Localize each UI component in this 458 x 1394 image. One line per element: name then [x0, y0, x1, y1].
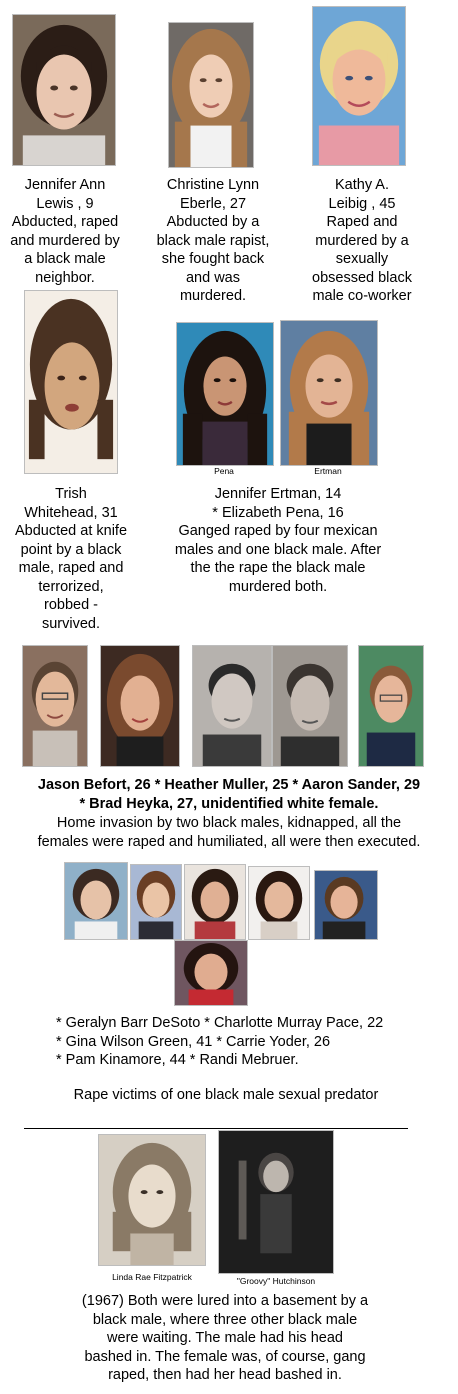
- photo-jennifer-lewis: [12, 14, 116, 166]
- caption-victim-names: * Geralyn Barr DeSoto * Charlotte Murray Pace, 22 * Gina Wilson Green, 41 * Carrie Yoder, 26 * Pam Kinamore, 44 * Randi Mebruer.: [56, 1015, 384, 1068]
- photo-geralyn-desoto: [64, 862, 128, 940]
- portrait-image: [273, 646, 347, 766]
- caption-predator-victims: Rape victims of one black male sexual predator: [73, 1087, 379, 1103]
- portrait-image: [193, 646, 271, 766]
- portrait-image: [185, 865, 245, 939]
- caption-1967-basement: (1967) Both were lured into a basement by a black male, where three other black male were waiting. The male had his head bashed in. The female was, of course, gang raped, then had her head bashed in.: [81, 1293, 369, 1383]
- caption-christine-eberle: Christine Lynn Eberle, 27 Abducted by a black male rapist, she fought back and was murdered.: [156, 177, 270, 304]
- photo-pam-kinamore: [314, 870, 378, 940]
- photo-kathy-leibig: [312, 6, 406, 166]
- portrait-image: [249, 867, 309, 939]
- caption-trish-whitehead: Trish Whitehead, 31 Abducted at knife point by a black male, raped and terrorized, robbed - survived.: [14, 486, 128, 632]
- photo-trish-whitehead: [24, 290, 118, 474]
- photo-brad-heyka: [272, 645, 348, 767]
- photo-heather-muller: [100, 645, 180, 767]
- photo-groovy-hutchinson: [218, 1130, 334, 1274]
- photo-randi-mebruer: [174, 940, 248, 1006]
- photo-jennifer-ertman: [280, 320, 378, 466]
- portrait-image: [315, 871, 377, 939]
- photo-elizabeth-pena: [176, 322, 274, 466]
- photo-gina-green: [184, 864, 246, 940]
- caption-home-invasion: Home invasion by two black males, kidnapped, all the females were raped and humiliated, all were then executed.: [37, 815, 421, 850]
- label-pena: Pena: [214, 466, 234, 476]
- divider-line: [24, 1128, 408, 1129]
- caption-jennifer-lewis: Jennifer Ann Lewis , 9 Abducted, raped and murdered by a black male neighbor.: [10, 177, 120, 286]
- portrait-image: [281, 321, 377, 465]
- portrait-image: [177, 323, 273, 465]
- portrait-image: [219, 1131, 333, 1273]
- portrait-image: [13, 15, 115, 165]
- label-linda-fitzpatrick: Linda Rae Fitzpatrick: [112, 1272, 192, 1282]
- photo-charlotte-pace: [130, 864, 182, 940]
- caption-kathy-leibig: Kathy A. Leibig , 45 Raped and murdered by a sexually obsessed black male co-worker: [312, 177, 412, 304]
- photo-aaron-sander: [192, 645, 272, 767]
- portrait-image: [99, 1135, 205, 1265]
- photo-christine-eberle: [168, 22, 254, 168]
- portrait-image: [25, 291, 117, 473]
- portrait-image: [175, 941, 247, 1005]
- portrait-image: [169, 23, 253, 167]
- portrait-image: [313, 7, 405, 165]
- photo-jason-befort: [22, 645, 88, 767]
- portrait-image: [131, 865, 181, 939]
- portrait-image: [65, 863, 127, 939]
- names-line-1: Jason Befort, 26 * Heather Muller, 25 * Aaron Sander, 29: [37, 777, 421, 793]
- caption-ertman-pena: Jennifer Ertman, 14 * Elizabeth Pena, 16 Ganged raped by four mexican males and one black male. After the the rape the black male murdered both.: [174, 486, 382, 595]
- photo-linda-fitzpatrick: [98, 1134, 206, 1266]
- label-ertman: Ertman: [314, 466, 342, 476]
- portrait-image: [359, 646, 423, 766]
- label-groovy-hutchinson: "Groovy" Hutchinson: [236, 1276, 316, 1286]
- names-line-2: * Brad Heyka, 27, unidentified white female.: [79, 796, 379, 812]
- portrait-image: [23, 646, 87, 766]
- photo-carrie-yoder: [248, 866, 310, 940]
- portrait-image: [101, 646, 179, 766]
- photo-unidentified-female: [358, 645, 424, 767]
